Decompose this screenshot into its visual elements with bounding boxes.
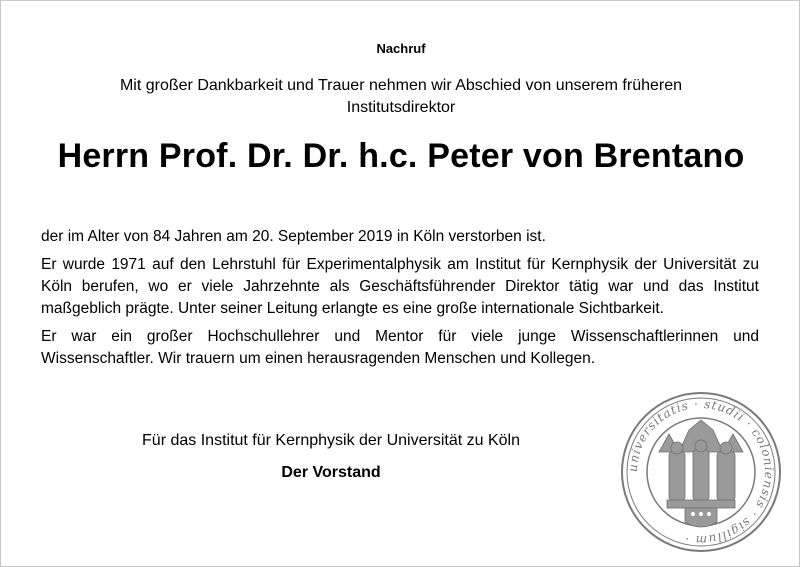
signoff-title: Der Vorstand [281,464,381,481]
person-name: Herrn Prof. Dr. Dr. h.c. Peter von Brentano [57,137,745,175]
body-paragraph-3: Er war ein großer Hochschullehrer und Mentor für viele junge Wissenschaftlerinnen und Wissenschaftler. Wir trauern um einen herausragenden Menschen und Kollegen. [41,328,759,367]
body-paragraph-2: Er wurde 1971 auf den Lehrstuhl für Experimentalphysik am Institut für Kernphysik der Universität zu Köln berufen, wo er viele Jahrzehnte als Geschäftsführender Direktor tätig war und das Institut maßgeblich prägte. Unter seiner Leitung erlangte es eine große internationale Sichtbarkeit. [41,256,759,317]
signoff-institution: Für das Institut für Kernphysik der Universität zu Köln [142,432,520,449]
notice-label: Nachruf [376,41,426,56]
body-paragraph-1: der im Alter von 84 Jahren am 20. September 2019 in Köln verstorben ist. [41,228,546,245]
university-seal-icon [619,390,783,554]
intro-text: Mit großer Dankbarkeit und Trauer nehmen wir Abschied von unserem früheren Institutsdirektor [119,77,683,116]
body-text [41,226,759,376]
svg-text:universitatis · studii · colon: universitatis · studii · coloniensis · sigillum · [625,396,777,548]
